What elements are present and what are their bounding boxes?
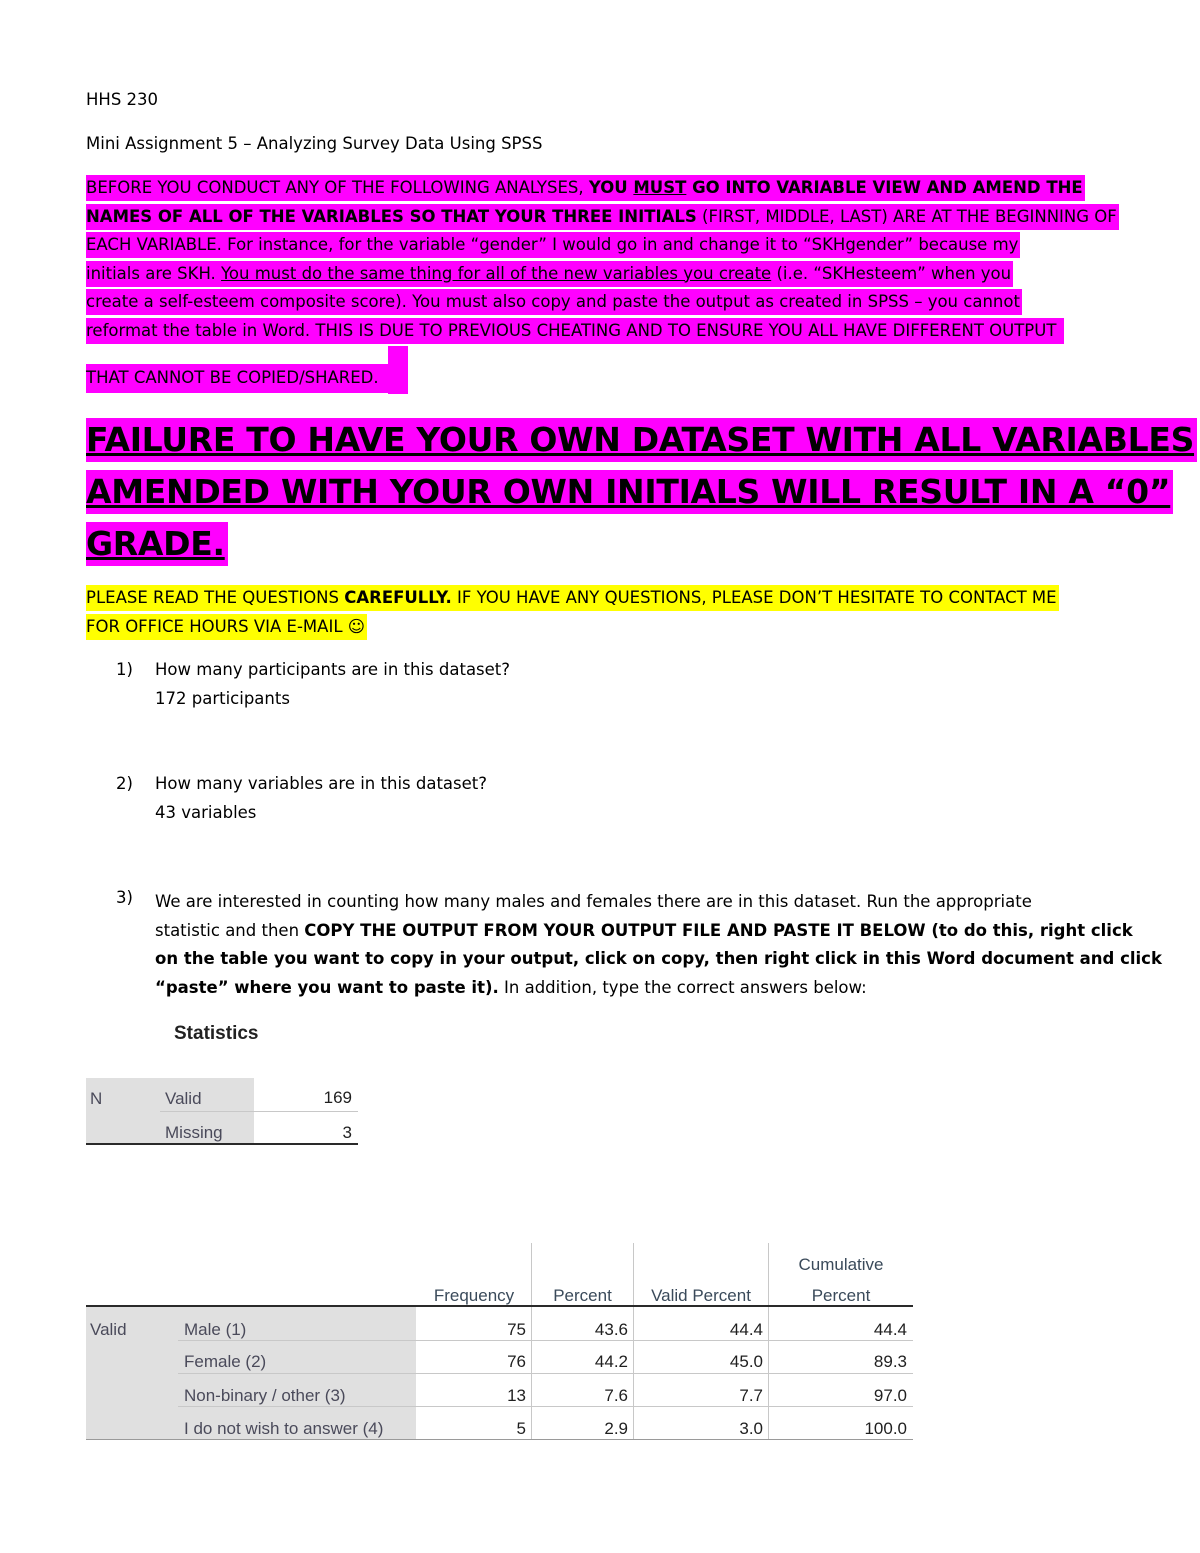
group-valid-label: Valid — [90, 1320, 127, 1339]
col-cumulative-header-2: Percent — [811, 1286, 871, 1305]
warning-line-3: GRADE. — [86, 522, 228, 566]
question-text: How many participants are in this dataset? — [155, 660, 511, 679]
question-3-number: 3) — [116, 888, 133, 907]
cell-percent: 7.6 — [604, 1386, 628, 1405]
cell-cumulative: 44.4 — [873, 1320, 907, 1339]
instructions-block — [86, 174, 1119, 345]
cell-cumulative: 97.0 — [873, 1386, 907, 1405]
stats-bottom-border — [86, 1143, 358, 1145]
instr-line-2a: NAMES OF ALL OF THE VARIABLES SO THAT YOUR THREE INITIALS — [86, 206, 697, 226]
col-frequency-header: Frequency — [433, 1286, 515, 1305]
failure-warning — [86, 414, 1197, 570]
q3-line-3: on the table you want to copy in your output, click on copy, then right click in this Word document and click — [155, 949, 1162, 968]
cell-frequency: 5 — [516, 1419, 526, 1438]
stats-n-label: N — [90, 1089, 103, 1108]
instr-line-5: create a self-esteem composite score). You must also copy and paste the output as created in SPSS – you cannot — [86, 289, 1022, 315]
row-divider — [178, 1340, 913, 1341]
instr-line-4a: initials are SKH. — [86, 263, 222, 283]
col-divider — [633, 1307, 634, 1440]
q3-line-4a: “paste” where you want to paste it). — [155, 977, 499, 997]
question-number: 2) — [116, 774, 133, 793]
instr-last-line: THAT CANNOT BE COPIED/SHARED. — [86, 368, 399, 387]
cell-cumulative: 89.3 — [873, 1352, 907, 1371]
instr-line-1a: BEFORE YOU CONDUCT ANY OF THE FOLLOWING ANALYSES, — [86, 178, 589, 197]
instr-line-1b: YOU — [588, 178, 634, 197]
cell-percent: 43.6 — [594, 1320, 628, 1339]
row-label: Female (2) — [184, 1352, 267, 1371]
highlight-fragment — [388, 346, 408, 394]
cell-cumulative: 100.0 — [864, 1419, 907, 1438]
cell-frequency: 76 — [507, 1352, 526, 1371]
cell-valid-percent: 7.7 — [739, 1386, 763, 1405]
instr-line-1d: GO INTO VARIABLE VIEW AND AMEND THE — [686, 178, 1083, 197]
instr-line-6: reformat the table in Word. THIS IS DUE TO PREVIOUS CHEATING AND TO ENSURE YOU ALL HAVE DIFFERENT OUTPUT — [86, 318, 1064, 344]
col-valid-percent-header: Valid Percent — [651, 1286, 751, 1305]
col-cumulative-header-1: Cumulative — [798, 1255, 884, 1274]
cell-valid-percent: 44.4 — [729, 1320, 763, 1339]
cell-valid-percent: 45.0 — [729, 1352, 763, 1371]
notice-line-2: FOR OFFICE HOURS VIA E-MAIL ☺ — [86, 614, 367, 640]
row-label: Non-binary / other (3) — [184, 1386, 346, 1405]
q3-line-4b: In addition, type the correct answers below: — [498, 977, 867, 997]
col-percent-header: Percent — [553, 1286, 612, 1305]
answer-text: 172 participants — [155, 689, 290, 708]
stats-valid-label: Valid — [165, 1089, 202, 1108]
notice-block — [86, 584, 1059, 641]
q3-line-2b: COPY THE OUTPUT FROM YOUR OUTPUT FILE AND PASTE IT BELOW (to do this, right click — [304, 920, 1133, 940]
warning-line-1: FAILURE TO HAVE YOUR OWN DATASET WITH ALL VARIABLES — [86, 418, 1197, 462]
stats-valid-value: 169 — [323, 1088, 352, 1107]
question-3 — [155, 888, 1162, 1002]
q3-line-1: We are interested in counting how many males and females there are in this dataset. Run the appropriate — [155, 892, 1032, 911]
instr-must: MUST — [633, 178, 687, 197]
row-divider — [178, 1406, 913, 1407]
cell-frequency: 13 — [507, 1386, 526, 1405]
row-label: I do not wish to answer (4) — [184, 1419, 384, 1438]
warning-line-2: AMENDED WITH YOUR OWN INITIALS WILL RESULT IN A “0” — [86, 470, 1173, 514]
notice-line-1c: IF YOU HAVE ANY QUESTIONS, PLEASE DON’T HESITATE TO CONTACT ME — [451, 588, 1057, 607]
notice-carefully: CAREFULLY. — [344, 588, 452, 607]
cell-frequency: 75 — [507, 1320, 526, 1339]
instr-line-3: EACH VARIABLE. For instance, for the variable “gender” I would go in and change it to “SKHgender” because my — [86, 232, 1020, 258]
cell-percent: 44.2 — [594, 1352, 628, 1371]
answer-text: 43 variables — [155, 803, 257, 822]
stats-missing-label: Missing — [165, 1123, 223, 1142]
assignment-title: Mini Assignment 5 – Analyzing Survey Data Using SPSS — [86, 134, 543, 153]
cell-percent: 2.9 — [604, 1419, 628, 1438]
row-label: Male (1) — [184, 1320, 247, 1339]
question-text: How many variables are in this dataset? — [155, 774, 488, 793]
instr-line-4b: You must do the same thing for all of the new variables you create — [221, 263, 772, 283]
question-number: 1) — [116, 660, 133, 679]
col-divider — [531, 1307, 532, 1440]
table-bottom-border — [86, 1439, 913, 1440]
cell-valid-percent: 3.0 — [739, 1419, 763, 1438]
instr-line-4c: (i.e. “SKHesteem” when you — [771, 263, 1012, 283]
notice-line-1a: PLEASE READ THE QUESTIONS — [86, 588, 345, 607]
course-code: HHS 230 — [86, 90, 159, 109]
instr-line-2b: (FIRST, MIDDLE, LAST) ARE AT THE BEGINNING OF — [696, 206, 1117, 226]
row-divider — [178, 1373, 913, 1374]
stats-missing-value: 3 — [342, 1123, 352, 1142]
q3-line-2a: statistic and then — [155, 920, 305, 940]
col-divider — [768, 1307, 769, 1440]
statistics-title: Statistics — [174, 1023, 259, 1044]
